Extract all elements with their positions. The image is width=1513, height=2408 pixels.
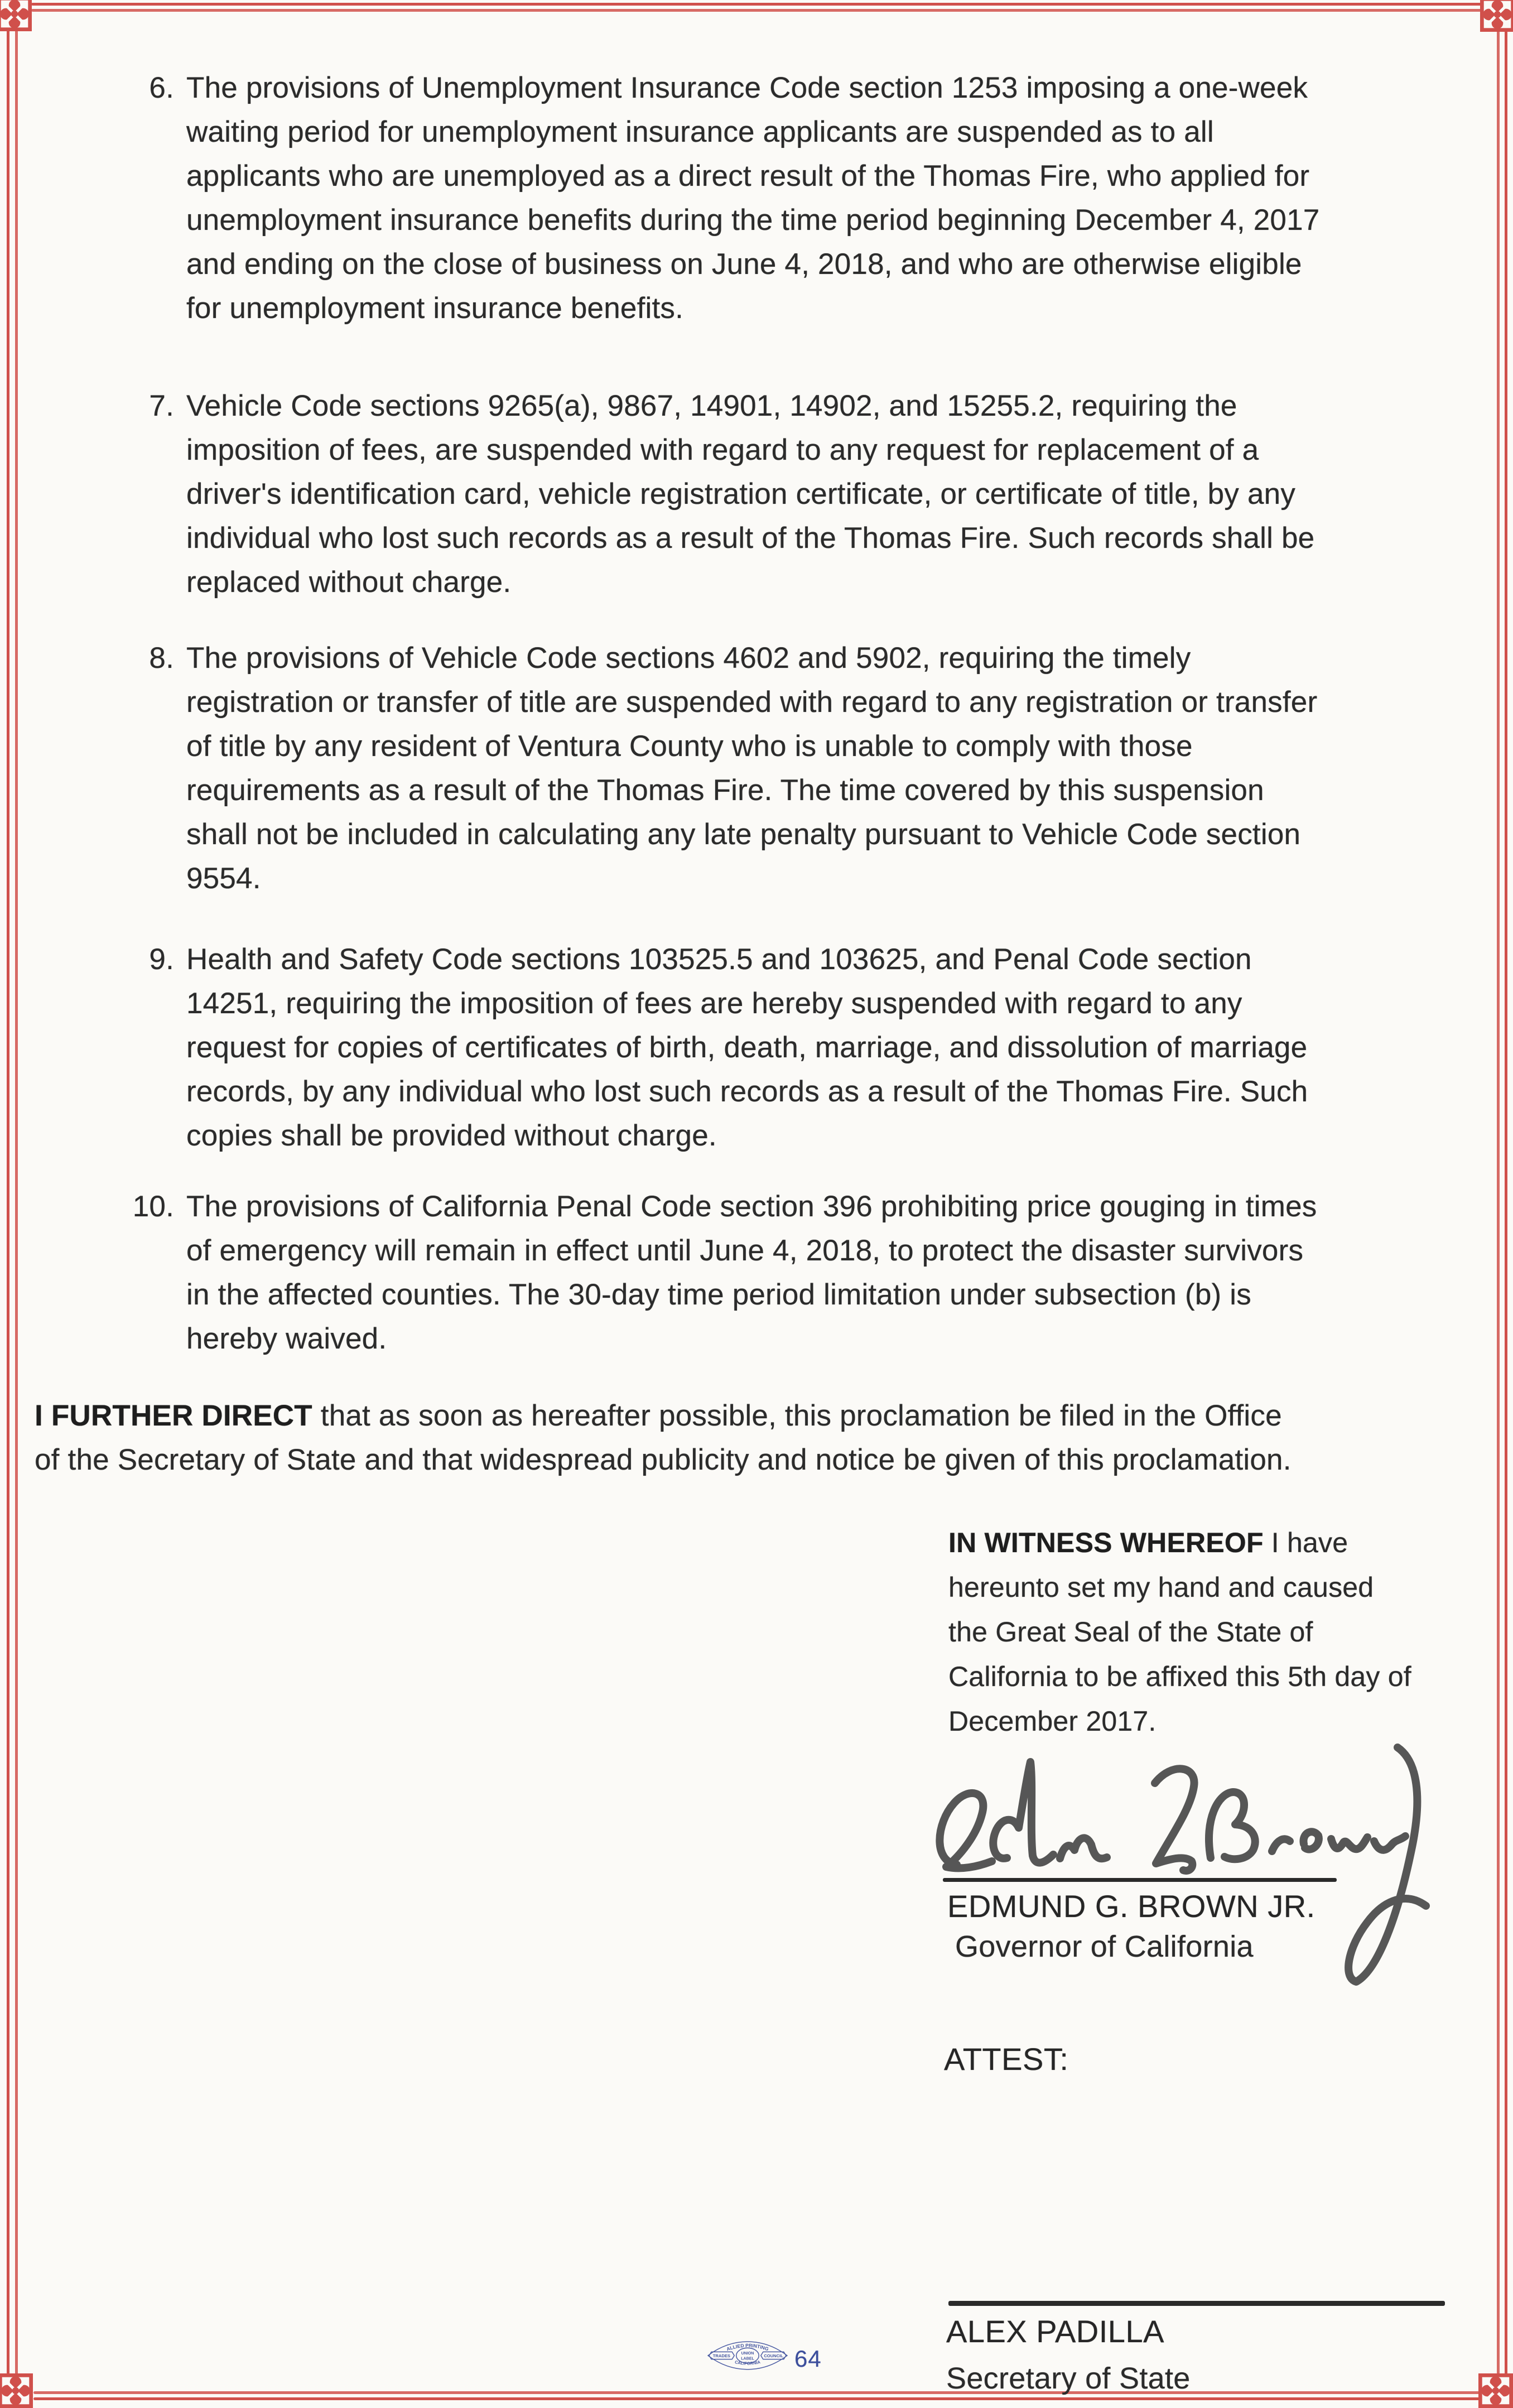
union-label-center-bottom: LABEL — [741, 2356, 754, 2361]
further-direct-line2: of the Secretary of State and that widespread publicity and notice be given of this proclamation. — [35, 1443, 1292, 1476]
further-direct-lead-in: I FURTHER DIRECT — [35, 1399, 312, 1432]
witness-block — [948, 1520, 1411, 1744]
list-item — [0, 636, 1513, 900]
item-number: 8. — [149, 642, 174, 675]
secretary-signature-rule — [948, 2301, 1445, 2306]
item-line: hereby waived. — [186, 1322, 387, 1355]
list-item — [0, 937, 1513, 1158]
witness-line1: I have — [1263, 1527, 1348, 1558]
item-number: 7. — [149, 389, 174, 422]
union-label-left: TRADES — [712, 2353, 731, 2359]
item-line: 9554. — [186, 862, 261, 895]
item-line: of emergency will remain in effect until June 4, 2018, to protect the disaster survivors — [186, 1234, 1304, 1267]
list-item — [0, 66, 1513, 330]
union-label-stamp-icon — [705, 2340, 790, 2371]
item-line: shall not be included in calculating any late penalty pursuant to Vehicle Code section — [186, 818, 1301, 851]
secretary-title: Secretary of State — [946, 2362, 1191, 2395]
item-line: records, by any individual who lost such records as a result of the Thomas Fire. Such — [186, 1075, 1308, 1108]
item-line: waiting period for unemployment insurance applicants are suspended as to all — [186, 115, 1214, 148]
further-direct-paragraph — [35, 1394, 1292, 1482]
item-line: applicants who are unemployed as a direct result of the Thomas Fire, who applied for — [186, 160, 1310, 192]
union-label-right: COUNCIL — [764, 2353, 783, 2359]
item-line: request for copies of certificates of birth, death, marriage, and dissolution of marriage — [186, 1031, 1308, 1064]
item-number: 6. — [149, 71, 174, 104]
witness-line: the Great Seal of the State of — [948, 1616, 1313, 1648]
item-line: registration or transfer of title are suspended with regard to any registration or transfer — [186, 686, 1318, 719]
border-top-line-outer — [31, 3, 1482, 6]
item-line: 14251, requiring the imposition of fees are hereby suspended with regard to any — [186, 987, 1242, 1020]
corner-ornament-icon — [0, 2373, 33, 2408]
item-line: The provisions of California Penal Code section 396 prohibiting price gouging in times — [186, 1190, 1317, 1223]
item-line: The provisions of Vehicle Code sections 4602 and 5902, requiring the timely — [186, 642, 1191, 675]
border-bottom-line-outer — [33, 2397, 1480, 2400]
governor-signature-rule — [943, 1878, 1337, 1882]
governor-name: EDMUND G. BROWN JR. — [947, 1889, 1316, 1924]
item-line: driver's identification card, vehicle registration certificate, or certificate of title, by any — [186, 478, 1296, 511]
item-line: of title by any resident of Ventura County who is unable to comply with those — [186, 730, 1193, 763]
border-bottom-line-inner — [33, 2391, 1480, 2394]
item-line: individual who lost such records as a result of the Thomas Fire. Such records shall be — [186, 522, 1315, 555]
list-item — [0, 1184, 1513, 1361]
list-item — [0, 384, 1513, 604]
witness-line: December 2017. — [948, 1706, 1157, 1737]
corner-ornament-icon — [0, 0, 32, 31]
secretary-name: ALEX PADILLA — [946, 2314, 1164, 2349]
item-line: unemployment insurance benefits during the time period beginning December 4, 2017 — [186, 204, 1320, 237]
item-line: and ending on the close of business on June 4, 2018, and who are otherwise eligible — [186, 248, 1302, 281]
item-line: The provisions of Unemployment Insurance Code section 1253 imposing a one-week — [186, 71, 1308, 104]
union-label-number: 64 — [794, 2346, 822, 2372]
union-label-center-top: UNION — [741, 2351, 754, 2356]
item-line: requirements as a result of the Thomas Fire. The time covered by this suspension — [186, 774, 1264, 807]
witness-lead-in: IN WITNESS WHEREOF — [948, 1527, 1264, 1558]
border-top-line-inner — [31, 9, 1482, 12]
item-line: for unemployment insurance benefits. — [186, 292, 684, 325]
governor-title: Governor of California — [955, 1930, 1254, 1963]
attest-label: ATTEST: — [944, 2041, 1069, 2077]
witness-line: California to be affixed this 5th day of — [948, 1661, 1411, 1692]
item-line: in the affected counties. The 30-day time period limitation under subsection (b) is — [186, 1278, 1251, 1311]
union-label-arc-bottom: CALIFORNIA — [734, 2359, 761, 2366]
item-line: Health and Safety Code sections 103525.5 and 103625, and Penal Code section — [186, 943, 1252, 976]
corner-ornament-icon — [1478, 2373, 1513, 2408]
item-line: copies shall be provided without charge. — [186, 1119, 717, 1152]
union-label-arc-top: ALLIED PRINTING — [725, 2342, 770, 2352]
item-number: 10. — [132, 1190, 174, 1223]
witness-line: hereunto set my hand and caused — [948, 1572, 1374, 1603]
item-line: imposition of fees, are suspended with regard to any request for replacement of a — [186, 434, 1259, 466]
item-number: 9. — [149, 943, 174, 976]
further-direct-line1: that as soon as hereafter possible, this proclamation be filed in the Office — [312, 1399, 1282, 1432]
item-line: replaced without charge. — [186, 566, 512, 599]
corner-ornament-icon — [1480, 0, 1513, 32]
item-line: Vehicle Code sections 9265(a), 9867, 14901, 14902, and 15255.2, requiring the — [186, 389, 1237, 422]
